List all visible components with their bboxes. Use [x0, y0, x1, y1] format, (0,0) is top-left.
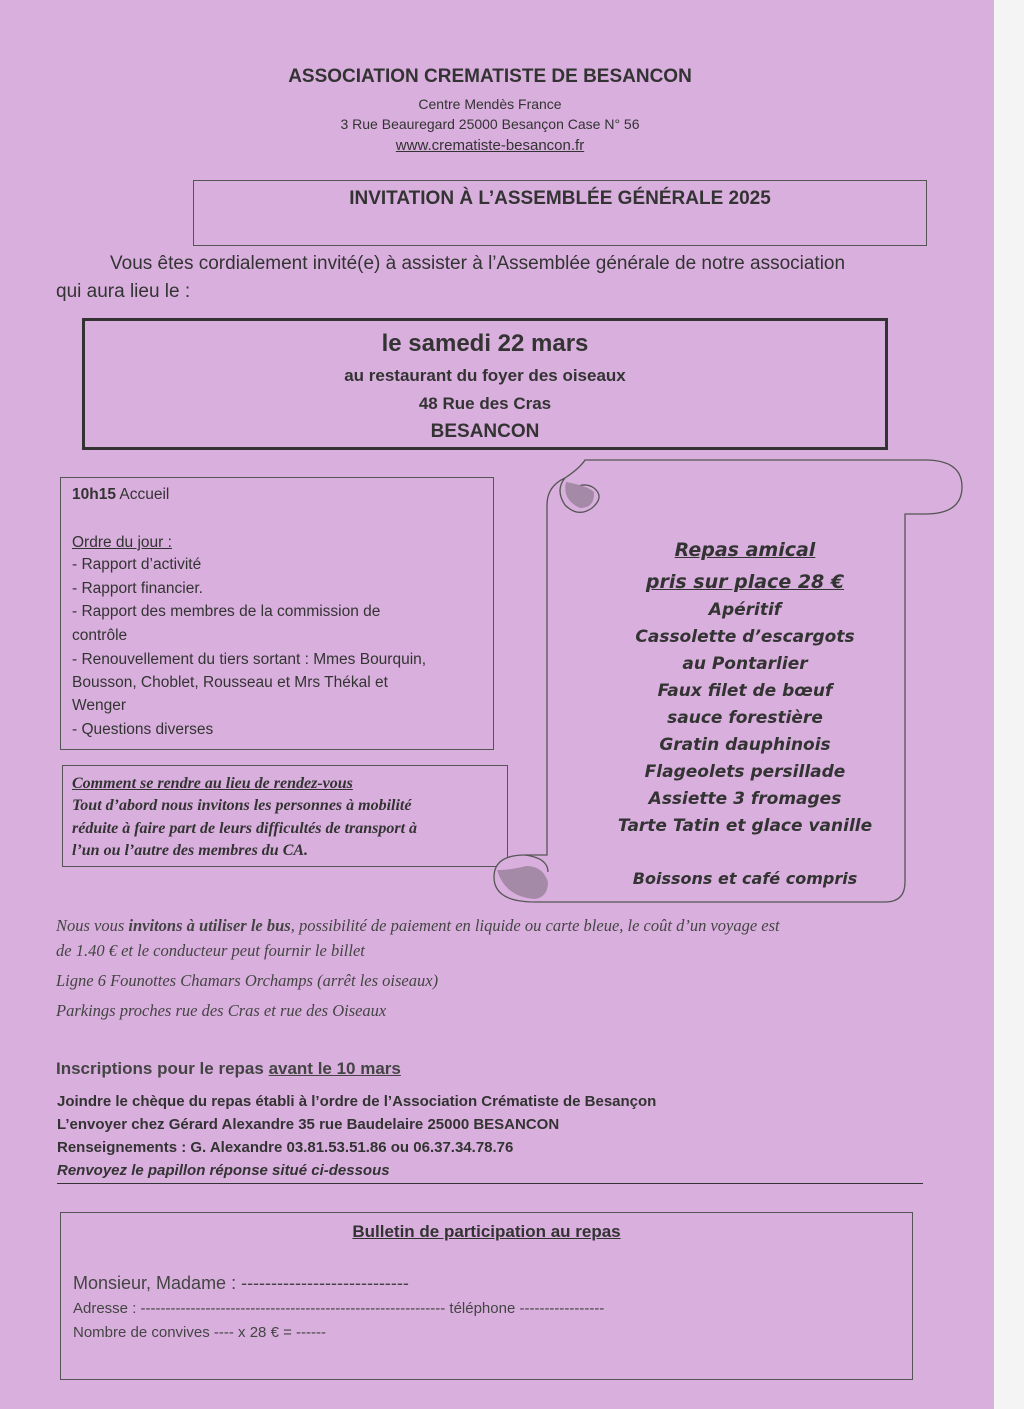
directions-line: l’un ou l’autre des membres du CA. — [72, 842, 309, 859]
bus-text-post: , possibilité de paiement en liquide ou carte bleue, le coût d’un voyage est — [290, 916, 780, 935]
directions-line: réduite à faire part de leurs difficultés de transport à — [72, 820, 418, 837]
event-date: le samedi 22 mars — [381, 330, 589, 357]
intro-line-1: Vous êtes cordialement invité(e) à assister à l’Assemblée générale de notre association — [110, 253, 846, 274]
event-street: 48 Rue des Cras — [418, 394, 552, 413]
agenda-heading: Ordre du jour : — [72, 534, 172, 551]
participation-form-title: Bulletin de participation au repas — [352, 1222, 621, 1241]
center-name: Centre Mendès France — [418, 96, 562, 112]
menu-drinks: Boissons et café compris — [632, 869, 858, 888]
menu-title: Repas amical — [674, 539, 816, 561]
cheque-instruction: Joindre le chèque du repas établi à l’ordre de l’Association Crématiste de Besançon — [57, 1093, 657, 1110]
organization-name: ASSOCIATION CREMATISTE DE BESANCON — [288, 66, 692, 87]
menu-item: Assiette 3 fromages — [648, 789, 842, 809]
registration-heading-text: Inscriptions pour le repas — [56, 1059, 264, 1078]
bus-line-1 — [56, 916, 780, 936]
menu-price: pris sur place 28 € — [645, 571, 845, 593]
menu-item: Cassolette d’escargots — [635, 627, 855, 647]
name-field[interactable]: Monsieur, Madame : ---------------------------- — [73, 1273, 409, 1293]
contact-info: Renseignements : G. Alexandre 03.81.53.51.86 ou 06.37.34.78.76 — [57, 1139, 514, 1156]
menu-item: Tarte Tatin et glace vanille — [617, 816, 873, 836]
bus-text-bold: invitons à utiliser le bus — [128, 916, 291, 935]
directions-heading: Comment se rendre au lieu de rendez-vous — [72, 775, 353, 792]
address-phone-field[interactable]: Adresse : ------------------------------------------------------------- téléphone ----------------- — [73, 1300, 605, 1317]
menu-item: Apéritif — [708, 600, 782, 620]
bus-text-pre: Nous vous — [56, 916, 125, 935]
website-link[interactable]: www.crematiste-besancon.fr — [395, 137, 585, 154]
registration-heading — [56, 1059, 401, 1079]
agenda-item: Wenger — [72, 697, 126, 714]
directions-line: Tout d’abord nous invitons les personnes à mobilité — [72, 797, 412, 814]
agenda-item: contrôle — [72, 627, 128, 644]
agenda-item: Bousson, Choblet, Rousseau et Mrs Thékal et — [72, 674, 388, 691]
agenda-item: - Questions diverses — [72, 721, 214, 738]
intro-line-2: qui aura lieu le : — [56, 281, 191, 302]
cut-line — [57, 1183, 923, 1184]
agenda-item: - Rapport financier. — [72, 580, 203, 597]
menu-item: Gratin dauphinois — [659, 735, 831, 755]
agenda-item: - Renouvellement du tiers sortant : Mmes Bourquin, — [72, 651, 427, 668]
postal-address: 3 Rue Beauregard 25000 Besançon Case N° 56 — [340, 116, 640, 132]
welcome-label: Accueil — [119, 486, 170, 503]
invitation-title: INVITATION À L’ASSEMBLÉE GÉNÉRALE 2025 — [349, 188, 771, 209]
bus-route: Ligne 6 Founottes Chamars Orchamps (arrêt les oiseaux) — [56, 971, 439, 990]
event-city: BESANCON — [430, 421, 540, 442]
menu-item: Faux filet de bœuf — [657, 681, 833, 701]
menu-item: au Pontarlier — [682, 654, 808, 674]
agenda-item: - Rapport des membres de la commission de — [72, 603, 381, 620]
return-note: Renvoyez le papillon réponse situé ci-dessous — [57, 1162, 390, 1179]
menu-item: sauce forestière — [667, 708, 823, 728]
guests-field[interactable]: Nombre de convives ---- x 28 € = ------ — [73, 1324, 326, 1341]
bus-line-2: de 1.40 € et le conducteur peut fournir le billet — [56, 941, 365, 960]
agenda-item: - Rapport d’activité — [72, 556, 202, 573]
registration-deadline-text: avant le 10 mars — [268, 1059, 401, 1078]
parking-info: Parkings proches rue des Cras et rue des Oiseaux — [56, 1001, 387, 1020]
event-venue: au restaurant du foyer des oiseaux — [344, 366, 626, 385]
menu-item: Flageolets persillade — [644, 762, 846, 782]
mailing-instruction: L’envoyer chez Gérard Alexandre 35 rue Baudelaire 25000 BESANCON — [57, 1116, 560, 1133]
welcome-time: 10h15 — [72, 486, 116, 503]
